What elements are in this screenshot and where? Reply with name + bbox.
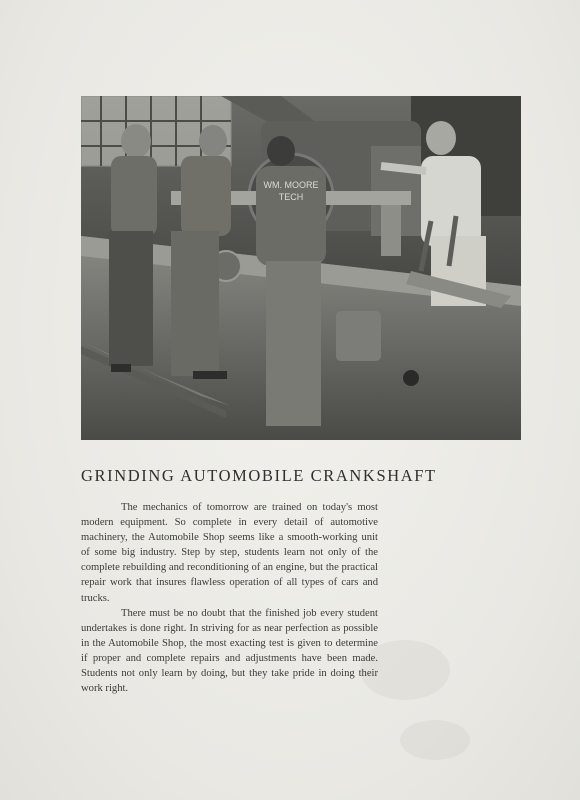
worker-figure bbox=[256, 136, 326, 426]
shirt-lettering: TECH bbox=[278, 192, 304, 202]
photo-caption: GRINDING AUTOMOBILE CRANKSHAFT bbox=[81, 466, 437, 485]
paper-smudge bbox=[400, 720, 470, 760]
crankshaft-grinder-photo bbox=[81, 96, 521, 440]
machine-shop-photo-icon bbox=[81, 96, 521, 440]
paragraph: The mechanics of tomorrow are trained on today's most modern equipment. So complete in every detail of automotive machinery, the Automobile Shop seems like a smooth-working unit of some big industry. Step by step, students learn not only of the complete rebuilding and reconditioning of an engine, but the practical repair work that insures flawless operation of all types of cars and trucks. bbox=[81, 502, 378, 604]
article-body bbox=[81, 500, 378, 696]
worker-figure bbox=[109, 124, 157, 372]
shirt-lettering: WM. MOORE bbox=[263, 180, 319, 190]
paragraph: There must be no doubt that the finished job every student undertakes is done right. In striving for as near perfection as possible in the Automobile Shop, the most exacting test is given to determine if proper and complete repairs and adjustments have been made. Students not only learn by doing, but they take pride in doing their work right. bbox=[81, 607, 378, 695]
